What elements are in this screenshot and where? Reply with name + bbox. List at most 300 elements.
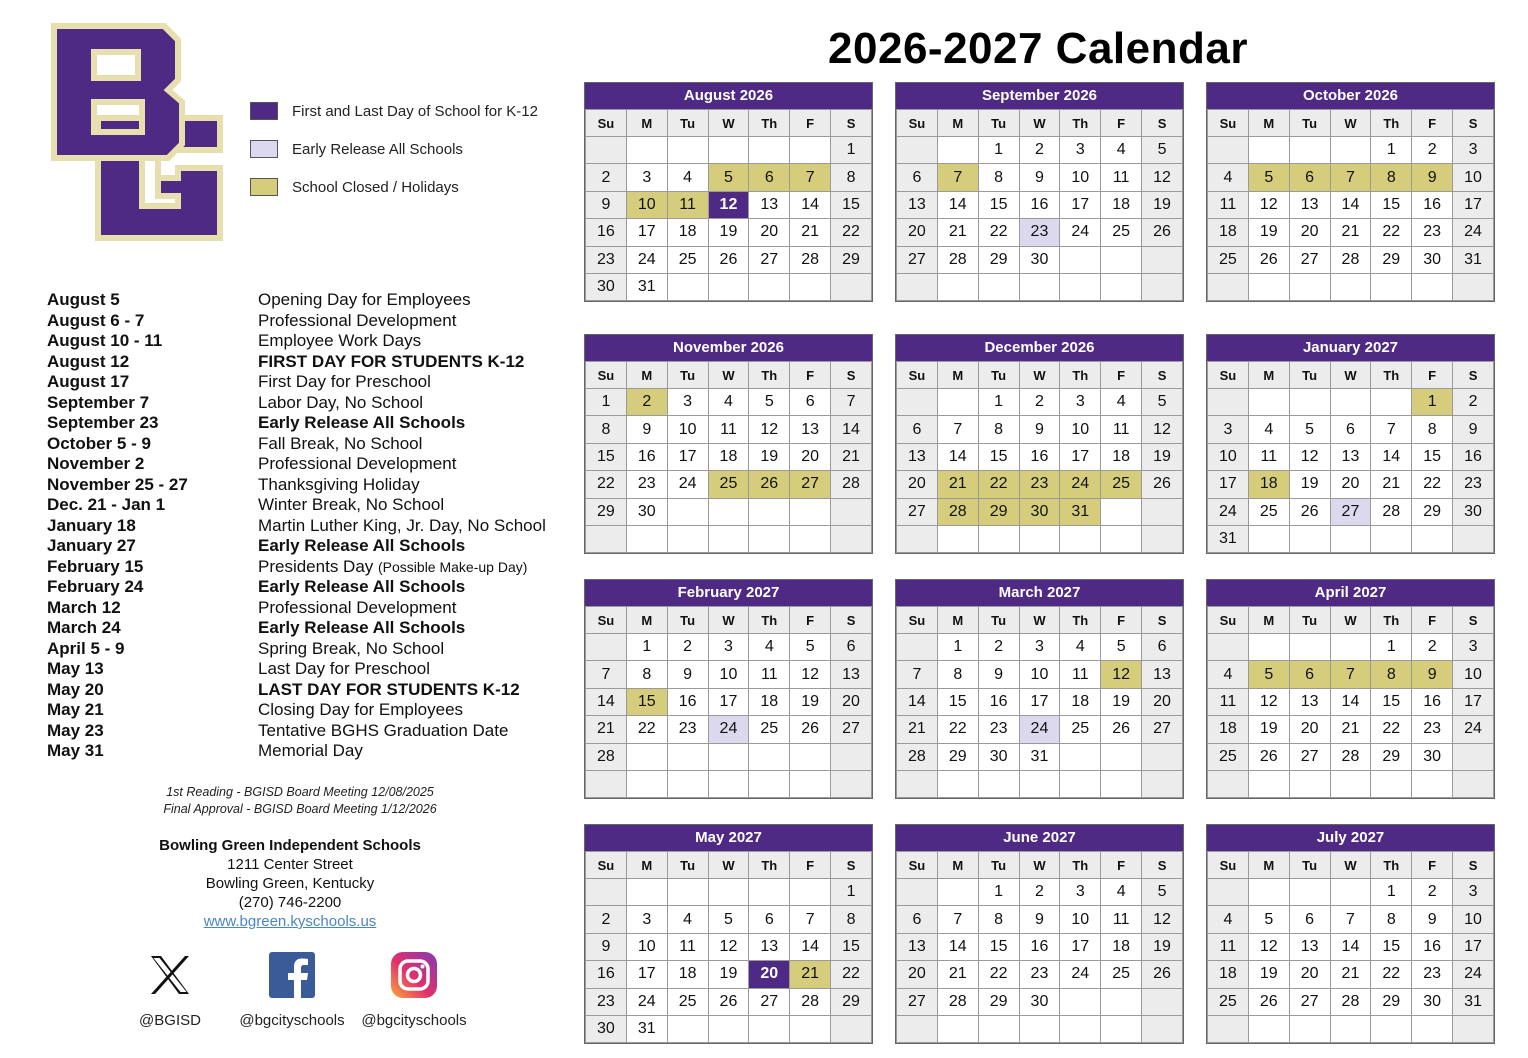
event-description xyxy=(258,393,567,414)
day-cell: 27 xyxy=(749,246,790,273)
day-cell: 27 xyxy=(1289,743,1330,770)
empty-cell xyxy=(1101,246,1142,273)
event-row xyxy=(47,372,567,393)
empty-cell xyxy=(897,1015,938,1042)
weekday-header: Th xyxy=(1371,110,1412,137)
day-cell: 29 xyxy=(978,498,1019,525)
empty-cell xyxy=(897,273,938,300)
empty-cell xyxy=(897,525,938,552)
day-cell: 3 xyxy=(626,164,667,191)
day-cell: 19 xyxy=(1248,219,1289,246)
weekday-header: M xyxy=(937,110,978,137)
empty-cell xyxy=(1208,273,1249,300)
day-cell: 25 xyxy=(749,716,790,743)
month-calendar xyxy=(895,824,1184,1044)
empty-cell xyxy=(708,137,749,164)
event-text: Early Release All Schools xyxy=(258,413,466,432)
day-cell: 19 xyxy=(1248,716,1289,743)
day-cell: 12 xyxy=(1248,688,1289,715)
event-date: October 5 - 9 xyxy=(47,433,151,453)
weekday-header: M xyxy=(937,362,978,389)
day-cell: 12 xyxy=(708,933,749,960)
event-date: February 15 xyxy=(47,556,144,576)
day-cell: 9 xyxy=(1019,906,1060,933)
day-cell: 16 xyxy=(586,961,627,988)
x-icon xyxy=(145,950,195,1000)
event-date: May 20 xyxy=(47,679,104,699)
event-description xyxy=(258,454,567,475)
day-cell: 1 xyxy=(1371,634,1412,661)
day-cell: 21 xyxy=(937,219,978,246)
empty-cell xyxy=(831,743,872,770)
weekday-header: Tu xyxy=(978,110,1019,137)
day-cell: 9 xyxy=(1019,416,1060,443)
day-cell: 19 xyxy=(1142,191,1183,218)
empty-cell xyxy=(1289,137,1330,164)
day-cell: 20 xyxy=(749,961,790,988)
legend-swatch-first-last xyxy=(250,102,278,120)
month-title: May 2027 xyxy=(585,825,872,851)
weekday-header: Su xyxy=(586,607,627,634)
weekday-header: Th xyxy=(749,852,790,879)
empty-cell xyxy=(1101,525,1142,552)
day-cell: 29 xyxy=(1371,988,1412,1015)
event-row xyxy=(47,639,567,660)
empty-cell xyxy=(1412,273,1453,300)
weekday-header: Su xyxy=(586,110,627,137)
weekday-header: Tu xyxy=(667,362,708,389)
day-cell: 21 xyxy=(1330,961,1371,988)
day-cell: 23 xyxy=(1019,961,1060,988)
empty-cell xyxy=(1371,525,1412,552)
legend-label: Early Release All Schools xyxy=(292,140,463,158)
weekday-header: W xyxy=(1019,110,1060,137)
event-text: Presidents Day xyxy=(258,556,374,576)
event-text: Spring Break, No School xyxy=(258,638,445,658)
month-title: August 2026 xyxy=(585,83,872,109)
day-cell: 26 xyxy=(1101,716,1142,743)
day-cell: 31 xyxy=(626,273,667,300)
day-cell: 27 xyxy=(1289,988,1330,1015)
weekday-header: Su xyxy=(1208,110,1249,137)
event-row xyxy=(47,598,567,619)
day-cell: 11 xyxy=(667,191,708,218)
weekday-header: S xyxy=(831,852,872,879)
event-list xyxy=(47,290,567,762)
day-cell: 14 xyxy=(1330,933,1371,960)
day-cell: 20 xyxy=(1142,688,1183,715)
event-row xyxy=(47,659,567,680)
day-cell: 23 xyxy=(1412,716,1453,743)
weekday-header: W xyxy=(1019,607,1060,634)
empty-cell xyxy=(937,389,978,416)
day-cell: 22 xyxy=(831,961,872,988)
empty-cell xyxy=(1289,525,1330,552)
empty-cell xyxy=(897,137,938,164)
day-cell: 21 xyxy=(937,471,978,498)
empty-cell xyxy=(1453,1015,1494,1042)
weekday-header: Tu xyxy=(978,852,1019,879)
day-cell: 21 xyxy=(1371,471,1412,498)
empty-cell xyxy=(790,273,831,300)
day-cell: 12 xyxy=(749,416,790,443)
day-cell: 19 xyxy=(749,443,790,470)
event-date: August 12 xyxy=(47,351,130,371)
event-text: Professional Development xyxy=(258,310,457,330)
day-cell: 1 xyxy=(1371,137,1412,164)
social-x[interactable] xyxy=(112,950,228,1029)
event-row xyxy=(47,331,567,352)
empty-cell xyxy=(586,879,627,906)
day-cell: 20 xyxy=(831,688,872,715)
empty-cell xyxy=(1453,273,1494,300)
social-handle: @bgcityschools xyxy=(361,1012,467,1029)
day-cell: 13 xyxy=(1289,688,1330,715)
event-text: Early Release All Schools xyxy=(258,577,466,596)
day-cell: 19 xyxy=(1142,933,1183,960)
event-text: Last Day for Preschool xyxy=(258,659,430,678)
day-cell: 28 xyxy=(937,988,978,1015)
event-text: Martin Luther King, Jr. Day, No School xyxy=(258,515,546,535)
day-cell: 22 xyxy=(626,716,667,743)
day-cell: 15 xyxy=(937,688,978,715)
day-cell: 15 xyxy=(626,688,667,715)
day-cell: 12 xyxy=(1142,164,1183,191)
weekday-header: W xyxy=(1330,362,1371,389)
empty-cell xyxy=(1330,879,1371,906)
day-cell: 6 xyxy=(790,389,831,416)
facebook-icon xyxy=(267,950,317,1000)
day-cell: 12 xyxy=(790,661,831,688)
day-cell: 20 xyxy=(1289,219,1330,246)
empty-cell xyxy=(667,273,708,300)
empty-cell xyxy=(1019,273,1060,300)
day-cell: 26 xyxy=(790,716,831,743)
day-cell: 1 xyxy=(937,634,978,661)
day-cell: 18 xyxy=(1248,471,1289,498)
day-cell: 8 xyxy=(831,906,872,933)
day-cell: 30 xyxy=(1019,988,1060,1015)
month-title: September 2026 xyxy=(896,83,1183,109)
event-date: August 17 xyxy=(47,372,130,391)
day-cell: 10 xyxy=(1060,164,1101,191)
day-cell: 14 xyxy=(790,191,831,218)
empty-cell xyxy=(667,1015,708,1042)
empty-cell xyxy=(1142,743,1183,770)
day-cell: 25 xyxy=(1248,498,1289,525)
day-cell: 27 xyxy=(831,716,872,743)
empty-cell xyxy=(1371,273,1412,300)
event-date: May 13 xyxy=(47,659,104,678)
weekday-header: Th xyxy=(1371,852,1412,879)
day-cell: 19 xyxy=(708,219,749,246)
empty-cell xyxy=(1142,246,1183,273)
day-cell: 31 xyxy=(1060,498,1101,525)
empty-cell xyxy=(790,525,831,552)
social-handle: @bgcityschools xyxy=(239,1012,345,1029)
day-cell: 31 xyxy=(1453,246,1494,273)
weekday-header: Th xyxy=(749,362,790,389)
day-cell: 24 xyxy=(1453,219,1494,246)
day-cell: 4 xyxy=(667,906,708,933)
month-title: October 2026 xyxy=(1207,83,1494,109)
event-description xyxy=(258,352,567,373)
day-cell: 11 xyxy=(1208,933,1249,960)
day-cell: 26 xyxy=(1248,988,1289,1015)
day-cell: 5 xyxy=(1142,389,1183,416)
empty-cell xyxy=(1248,879,1289,906)
weekday-header: Su xyxy=(586,852,627,879)
event-text: Thanksgiving Holiday xyxy=(258,474,420,494)
empty-cell xyxy=(708,273,749,300)
event-date: September 7 xyxy=(47,392,150,412)
month-calendar xyxy=(895,579,1184,799)
day-cell: 4 xyxy=(1101,879,1142,906)
social-facebook[interactable] xyxy=(234,950,350,1029)
day-cell: 4 xyxy=(1101,389,1142,416)
day-cell: 16 xyxy=(978,688,1019,715)
empty-cell xyxy=(1142,525,1183,552)
weekday-header: S xyxy=(1142,852,1183,879)
empty-cell xyxy=(790,743,831,770)
weekday-header: S xyxy=(831,607,872,634)
day-cell: 22 xyxy=(1371,716,1412,743)
day-cell: 15 xyxy=(978,933,1019,960)
day-cell: 10 xyxy=(626,933,667,960)
month-calendar xyxy=(584,82,873,302)
day-cell: 31 xyxy=(626,1015,667,1042)
day-cell: 20 xyxy=(790,443,831,470)
day-cell: 17 xyxy=(667,443,708,470)
empty-cell xyxy=(708,879,749,906)
weekday-header: F xyxy=(790,110,831,137)
empty-cell xyxy=(749,525,790,552)
event-description xyxy=(258,536,567,557)
day-cell: 25 xyxy=(1208,743,1249,770)
day-cell: 23 xyxy=(667,716,708,743)
day-cell: 14 xyxy=(937,933,978,960)
day-cell: 4 xyxy=(1101,137,1142,164)
legend-item xyxy=(250,130,538,168)
day-cell: 26 xyxy=(1289,498,1330,525)
event-row xyxy=(47,618,567,639)
day-cell: 10 xyxy=(708,661,749,688)
day-cell: 12 xyxy=(1248,191,1289,218)
event-text: Memorial Day xyxy=(258,741,363,760)
day-cell: 26 xyxy=(1142,471,1183,498)
empty-cell xyxy=(1208,879,1249,906)
day-cell: 25 xyxy=(1060,716,1101,743)
empty-cell xyxy=(978,770,1019,797)
day-cell: 26 xyxy=(708,988,749,1015)
event-date: February 24 xyxy=(47,577,144,596)
legend xyxy=(250,92,538,206)
event-date: August 10 - 11 xyxy=(47,331,163,350)
empty-cell xyxy=(1060,246,1101,273)
day-cell: 20 xyxy=(1330,471,1371,498)
day-cell: 13 xyxy=(897,443,938,470)
day-cell: 24 xyxy=(1019,716,1060,743)
empty-cell xyxy=(586,770,627,797)
weekday-header: Su xyxy=(897,362,938,389)
day-cell: 1 xyxy=(1371,879,1412,906)
day-cell: 26 xyxy=(749,471,790,498)
weekday-header: F xyxy=(1101,607,1142,634)
day-cell: 28 xyxy=(1330,743,1371,770)
weekday-header: M xyxy=(1248,110,1289,137)
weekday-header: F xyxy=(1412,110,1453,137)
empty-cell xyxy=(626,770,667,797)
day-cell: 23 xyxy=(978,716,1019,743)
empty-cell xyxy=(1101,1015,1142,1042)
empty-cell xyxy=(1248,137,1289,164)
month-title: February 2027 xyxy=(585,580,872,606)
weekday-header: S xyxy=(1453,607,1494,634)
weekday-header: S xyxy=(831,110,872,137)
day-cell: 2 xyxy=(1453,389,1494,416)
day-cell: 5 xyxy=(1142,137,1183,164)
event-date: August 5 xyxy=(47,290,120,309)
event-description xyxy=(258,700,567,721)
day-cell: 25 xyxy=(1101,961,1142,988)
day-cell: 2 xyxy=(978,634,1019,661)
event-date: November 25 - 27 xyxy=(47,474,188,494)
day-cell: 11 xyxy=(1208,688,1249,715)
event-row xyxy=(47,434,567,455)
empty-cell xyxy=(586,634,627,661)
day-cell: 9 xyxy=(626,416,667,443)
day-cell: 17 xyxy=(626,219,667,246)
day-cell: 24 xyxy=(1208,498,1249,525)
empty-cell xyxy=(831,273,872,300)
event-description xyxy=(258,721,567,742)
day-cell: 18 xyxy=(708,443,749,470)
day-cell: 6 xyxy=(1142,634,1183,661)
day-cell: 3 xyxy=(667,389,708,416)
day-cell: 29 xyxy=(978,246,1019,273)
empty-cell xyxy=(937,879,978,906)
day-cell: 6 xyxy=(1289,164,1330,191)
empty-cell xyxy=(1453,525,1494,552)
empty-cell xyxy=(1101,273,1142,300)
day-cell: 8 xyxy=(1371,906,1412,933)
empty-cell xyxy=(937,1015,978,1042)
event-row xyxy=(47,557,567,578)
event-description xyxy=(258,311,567,332)
day-cell: 23 xyxy=(586,988,627,1015)
day-cell: 13 xyxy=(831,661,872,688)
day-cell: 29 xyxy=(586,498,627,525)
day-cell: 14 xyxy=(790,933,831,960)
day-cell: 14 xyxy=(1330,688,1371,715)
website-link[interactable]: www.bgreen.kyschools.us xyxy=(203,913,377,930)
day-cell: 10 xyxy=(1453,906,1494,933)
empty-cell xyxy=(1208,770,1249,797)
empty-cell xyxy=(667,879,708,906)
day-cell: 25 xyxy=(1208,988,1249,1015)
day-cell: 19 xyxy=(1289,471,1330,498)
day-cell: 14 xyxy=(1371,443,1412,470)
day-cell: 17 xyxy=(708,688,749,715)
weekday-header: Tu xyxy=(1289,362,1330,389)
day-cell: 12 xyxy=(1142,416,1183,443)
day-cell: 11 xyxy=(708,416,749,443)
day-cell: 5 xyxy=(708,906,749,933)
weekday-header: W xyxy=(708,852,749,879)
day-cell: 7 xyxy=(937,164,978,191)
day-cell: 30 xyxy=(586,1015,627,1042)
day-cell: 6 xyxy=(749,906,790,933)
address-block xyxy=(140,836,440,931)
day-cell: 13 xyxy=(1142,661,1183,688)
day-cell: 8 xyxy=(978,164,1019,191)
legend-item xyxy=(250,168,538,206)
day-cell: 28 xyxy=(1371,498,1412,525)
weekday-header: F xyxy=(1101,110,1142,137)
day-cell: 29 xyxy=(831,988,872,1015)
event-text: Fall Break, No School xyxy=(258,433,423,453)
day-cell: 11 xyxy=(1101,416,1142,443)
day-cell: 26 xyxy=(1248,743,1289,770)
day-cell: 29 xyxy=(937,743,978,770)
day-cell: 21 xyxy=(897,716,938,743)
day-cell: 24 xyxy=(1060,219,1101,246)
weekday-header: S xyxy=(1453,110,1494,137)
day-cell: 12 xyxy=(1101,661,1142,688)
month-title: April 2027 xyxy=(1207,580,1494,606)
city: Bowling Green, Kentucky xyxy=(205,875,375,892)
weekday-header: M xyxy=(626,607,667,634)
empty-cell xyxy=(1101,988,1142,1015)
day-cell: 30 xyxy=(626,498,667,525)
empty-cell xyxy=(831,498,872,525)
empty-cell xyxy=(790,498,831,525)
day-cell: 30 xyxy=(1453,498,1494,525)
event-date: March 12 xyxy=(47,597,121,617)
day-cell: 10 xyxy=(1453,661,1494,688)
day-cell: 3 xyxy=(1208,416,1249,443)
street: 1211 Center Street xyxy=(227,856,353,873)
empty-cell xyxy=(1208,389,1249,416)
day-cell: 8 xyxy=(978,416,1019,443)
weekday-header: F xyxy=(790,362,831,389)
event-row xyxy=(47,495,567,516)
month-calendar xyxy=(584,334,873,554)
event-text: Winter Break, No School xyxy=(258,495,445,514)
day-cell: 10 xyxy=(1060,416,1101,443)
day-cell: 7 xyxy=(1371,416,1412,443)
event-date: August 6 - 7 xyxy=(47,310,145,330)
weekday-header: W xyxy=(708,607,749,634)
month-calendar xyxy=(1206,334,1495,554)
day-cell: 15 xyxy=(1412,443,1453,470)
day-cell: 20 xyxy=(897,219,938,246)
day-cell: 18 xyxy=(1101,191,1142,218)
event-date: May 23 xyxy=(47,720,104,740)
event-description xyxy=(258,741,567,762)
event-date: November 2 xyxy=(47,454,145,473)
day-cell: 6 xyxy=(897,164,938,191)
event-text: Employee Work Days xyxy=(258,331,422,350)
day-cell: 18 xyxy=(749,688,790,715)
event-date: January 18 xyxy=(47,515,136,535)
day-cell: 5 xyxy=(1248,661,1289,688)
social-instagram[interactable] xyxy=(356,950,472,1029)
empty-cell xyxy=(897,389,938,416)
empty-cell xyxy=(1060,273,1101,300)
day-cell: 25 xyxy=(1101,219,1142,246)
empty-cell xyxy=(1248,1015,1289,1042)
